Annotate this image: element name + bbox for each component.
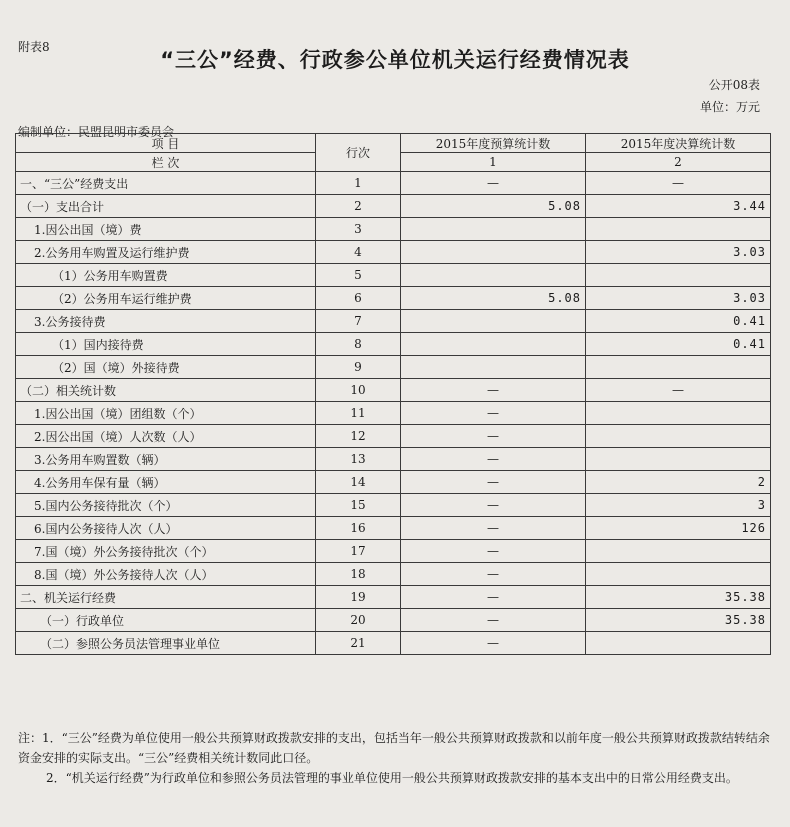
row-item-cell: 一、“三公”经费支出 <box>16 172 316 195</box>
row-final-cell: 0.41 <box>586 333 771 356</box>
row-budget-cell <box>401 333 586 356</box>
row-item-cell: （2）国（境）外接待费 <box>16 356 316 379</box>
row-number-cell: 17 <box>316 540 401 563</box>
row-item-cell: 1.因公出国（境）费 <box>16 218 316 241</box>
header-final-index: 2 <box>586 153 771 172</box>
table-row <box>16 379 771 402</box>
row-number-cell: 10 <box>316 379 401 402</box>
row-number-cell: 14 <box>316 471 401 494</box>
table-body <box>16 172 771 655</box>
row-number-cell: 11 <box>316 402 401 425</box>
row-number-cell: 1 <box>316 172 401 195</box>
row-budget-cell: 5.08 <box>401 287 586 310</box>
row-budget-cell <box>401 310 586 333</box>
row-item-cell: 2.公务用车购置及运行维护费 <box>16 241 316 264</box>
row-final-cell <box>586 264 771 287</box>
row-number-cell: 20 <box>316 609 401 632</box>
header-budget: 2015年度预算统计数 <box>401 134 586 153</box>
attachment-label: 附表8 <box>18 40 50 54</box>
row-item-cell: （一）支出合计 <box>16 195 316 218</box>
row-item-cell: 7.国（境）外公务接待批次（个） <box>16 540 316 563</box>
row-item-cell: 二、机关运行经费 <box>16 586 316 609</box>
row-final-cell: 35.38 <box>586 609 771 632</box>
row-number-cell: 8 <box>316 333 401 356</box>
table-row <box>16 356 771 379</box>
row-item-cell: 3.公务用车购置数（辆） <box>16 448 316 471</box>
row-final-cell: 3.03 <box>586 241 771 264</box>
row-budget-cell: — <box>401 379 586 402</box>
table-row <box>16 448 771 471</box>
row-number-cell: 19 <box>316 586 401 609</box>
row-number-cell: 5 <box>316 264 401 287</box>
row-final-cell <box>586 540 771 563</box>
table-row <box>16 540 771 563</box>
row-number-cell: 21 <box>316 632 401 655</box>
org-label: 编制单位：民盟昆明市委员会 <box>18 125 175 139</box>
row-item-cell: 4.公务用车保有量（辆） <box>16 471 316 494</box>
header-budget-index: 1 <box>401 153 586 172</box>
row-item-cell: 8.国（境）外公务接待人次（人） <box>16 563 316 586</box>
row-item-cell: （一）行政单位 <box>16 609 316 632</box>
row-item-cell: 6.国内公务接待人次（人） <box>16 517 316 540</box>
row-budget-cell: — <box>401 609 586 632</box>
table-row <box>16 425 771 448</box>
row-final-cell: 35.38 <box>586 586 771 609</box>
table-row <box>16 517 771 540</box>
row-budget-cell: — <box>401 448 586 471</box>
row-number-cell: 13 <box>316 448 401 471</box>
row-budget-cell: — <box>401 632 586 655</box>
header-row-no: 行次 <box>316 134 401 172</box>
table-row <box>16 632 771 655</box>
row-item-cell: （二）参照公务员法管理事业单位 <box>16 632 316 655</box>
row-number-cell: 12 <box>316 425 401 448</box>
row-final-cell: 3 <box>586 494 771 517</box>
row-number-cell: 2 <box>316 195 401 218</box>
row-final-cell <box>586 356 771 379</box>
row-budget-cell <box>401 218 586 241</box>
row-budget-cell: — <box>401 494 586 517</box>
table-row <box>16 172 771 195</box>
row-number-cell: 4 <box>316 241 401 264</box>
row-item-cell: 1.因公出国（境）团组数（个） <box>16 402 316 425</box>
note-2: 2．“机关运行经费”为行政单位和参照公务员法管理的事业单位使用一般公共预算财政拨款安排的基本支出中的日常公用经费支出。 <box>46 771 738 785</box>
row-budget-cell: — <box>401 517 586 540</box>
table-row <box>16 333 771 356</box>
row-final-cell <box>586 425 771 448</box>
row-number-cell: 16 <box>316 517 401 540</box>
row-number-cell: 6 <box>316 287 401 310</box>
row-budget-cell: — <box>401 563 586 586</box>
row-item-cell: （1）公务用车购置费 <box>16 264 316 287</box>
row-final-cell: — <box>586 379 771 402</box>
header-final: 2015年度决算统计数 <box>586 134 771 153</box>
unit-label: 单位：万元 <box>699 100 760 114</box>
row-item-cell: 5.国内公务接待批次（个） <box>16 494 316 517</box>
row-budget-cell: — <box>401 425 586 448</box>
row-budget-cell: — <box>401 402 586 425</box>
table-row <box>16 586 771 609</box>
row-number-cell: 9 <box>316 356 401 379</box>
row-final-cell: 0.41 <box>586 310 771 333</box>
table-row <box>16 471 771 494</box>
header-item: 项 目 <box>16 134 316 153</box>
page-title: “三公”经费、行政参公单位机关运行经费情况表 <box>160 48 630 72</box>
row-final-cell: 2 <box>586 471 771 494</box>
table-row <box>16 287 771 310</box>
row-final-cell: 3.44 <box>586 195 771 218</box>
row-number-cell: 7 <box>316 310 401 333</box>
table-row <box>16 241 771 264</box>
expense-table <box>15 133 771 655</box>
row-final-cell <box>586 563 771 586</box>
table-row <box>16 264 771 287</box>
row-final-cell <box>586 218 771 241</box>
row-item-cell: （二）相关统计数 <box>16 379 316 402</box>
row-item-cell: （2）公务用车运行维护费 <box>16 287 316 310</box>
row-item-cell: （1）国内接待费 <box>16 333 316 356</box>
note-1: 注：1．“三公”经费为单位使用一般公共预算财政拨款安排的支出，包括当年一般公共预算财政拨款和以前年度一般公共预算财政拨款结转结余资金安排的实际支出。“三公”经费相关统计数同此口径。 <box>18 731 770 765</box>
row-final-cell <box>586 402 771 425</box>
row-final-cell: 126 <box>586 517 771 540</box>
row-number-cell: 18 <box>316 563 401 586</box>
table-row <box>16 563 771 586</box>
table-row <box>16 310 771 333</box>
row-final-cell <box>586 448 771 471</box>
row-budget-cell: 5.08 <box>401 195 586 218</box>
row-budget-cell: — <box>401 540 586 563</box>
row-budget-cell <box>401 241 586 264</box>
row-number-cell: 3 <box>316 218 401 241</box>
table-row <box>16 609 771 632</box>
row-item-cell: 3.公务接待费 <box>16 310 316 333</box>
row-budget-cell: — <box>401 471 586 494</box>
row-final-cell: 3.03 <box>586 287 771 310</box>
header-col-label: 栏 次 <box>16 153 316 172</box>
row-budget-cell <box>401 356 586 379</box>
table-row <box>16 195 771 218</box>
row-final-cell <box>586 632 771 655</box>
row-final-cell: — <box>586 172 771 195</box>
table-row <box>16 218 771 241</box>
table-row <box>16 402 771 425</box>
row-budget-cell: — <box>401 172 586 195</box>
row-budget-cell <box>401 264 586 287</box>
table-row <box>16 494 771 517</box>
row-number-cell: 15 <box>316 494 401 517</box>
row-item-cell: 2.因公出国（境）人次数（人） <box>16 425 316 448</box>
row-budget-cell: — <box>401 586 586 609</box>
form-number: 公开08表 <box>708 78 760 92</box>
footnotes <box>18 728 770 788</box>
